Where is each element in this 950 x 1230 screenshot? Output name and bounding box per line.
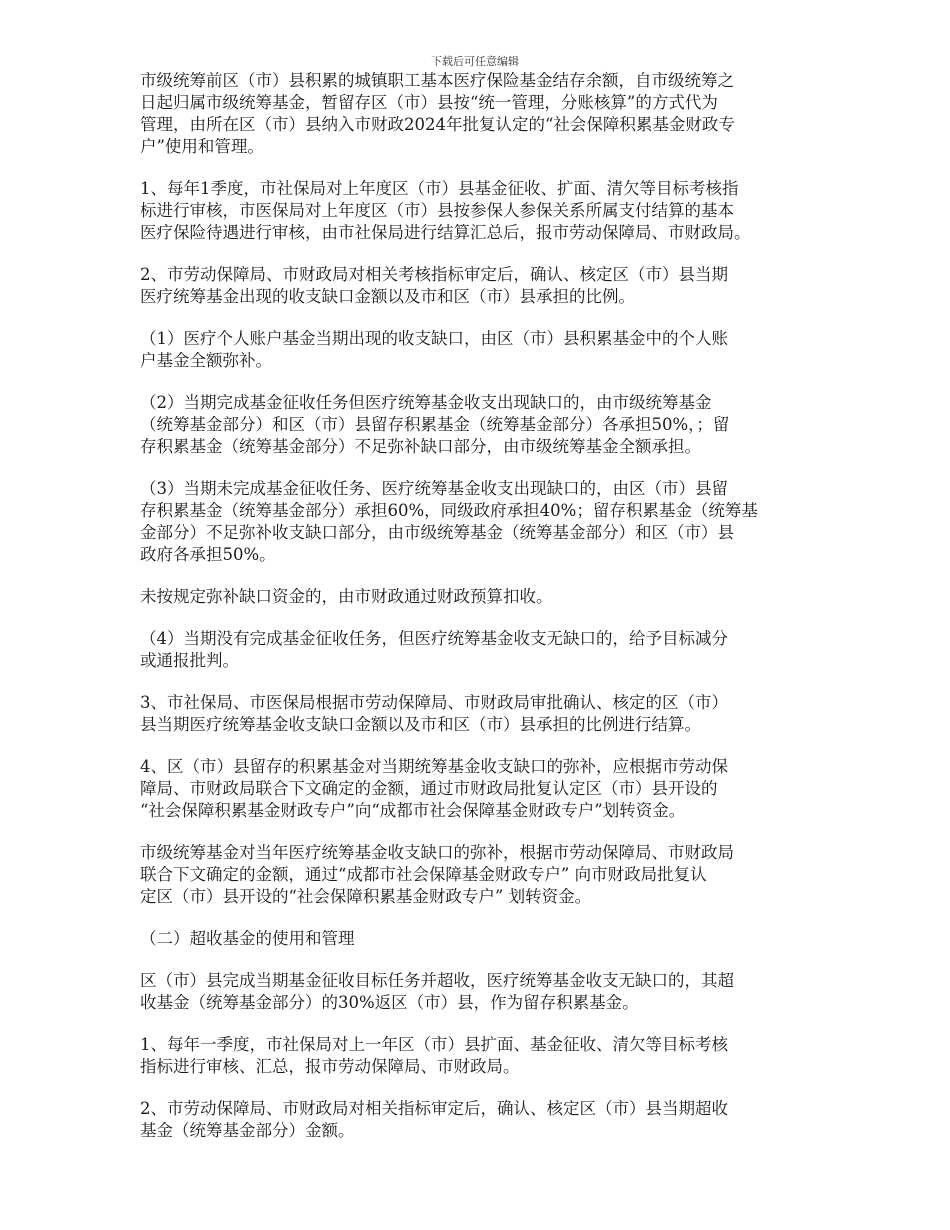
paragraph-4: （1）医疗个人账户基金当期出现的收支缺口，由区（市）县积累基金中的个人账 户基金全额弥补。	[140, 329, 728, 370]
paragraph-2: 1、每年1季度，市社保局对上年度区（市）县基金征收、扩面、清欠等目标考核指 标进行审核，市医保局对上年度区（市）县按参保人参保关系所属支付结算的基本 医疗保险待遇进行审核，由市社保局进行结算汇总后，报市劳动保障局、市财政局。	[140, 179, 751, 242]
paragraph-14: 1、每年一季度，市社保局对上一年区（市）县扩面、基金征收、清欠等目标考核 指标进行审核、汇总，报市劳动保障局、市财政局。	[140, 1035, 728, 1076]
paragraph-6: （3）当期未完成基金征收任务、医疗统筹基金收支出现缺口的，由区（市）县留 存积累基金（统筹基金部分）承担60%，同级政府承担40%；留存积累基金（统筹基 金部分）不足弥补收支缺口部分，由市级统筹基金（统筹基金部分）和区（市）县 政府各承担50%。	[140, 479, 758, 564]
paragraph-3: 2、市劳动保障局、市财政局对相关考核指标审定后，确认、核定区（市）县当期 医疗统筹基金出现的收支缺口金额以及市和区（市）县承担的比例。	[140, 265, 728, 306]
paragraph-1: 市级统筹前区（市）县积累的城镇职工基本医疗保险基金结存余额，自市级统筹之 日起归属市级统筹基金，暂留存区（市）县按“统一管理，分账核算”的方式代为 管理，由所在区（市）县纳入市财政2024年批复认定的“社会保障积累基金财政专 户”使用和管理。	[140, 71, 735, 156]
paragraph-15: 2、市劳动保障局、市财政局对相关指标审定后，确认、核定区（市）县当期超收 基金（统筹基金部分）金额。	[140, 1099, 728, 1140]
header-note: 下载后可任意编辑	[431, 55, 519, 68]
paragraph-10: 4、区（市）县留存的积累基金对当期统筹基金收支缺口的弥补，应根据市劳动保 障局、市财政局联合下文确定的金额，通过市财政局批复认定区（市）县开设的 “社会保障积累基金财政专户”向“成都市社会保障基金财政专户”划转资金。	[140, 757, 728, 820]
section-heading: （二）超收基金的使用和管理	[140, 929, 355, 948]
paragraph-8: （4）当期没有完成基金征收任务，但医疗统筹基金收支无缺口的，给予目标减分 或通报批判。	[140, 629, 728, 670]
document-body	[140, 70, 830, 1162]
paragraph-13: 区（市）县完成当期基金征收目标任务并超收，医疗统筹基金收支无缺口的，其超 收基金（统筹基金部分）的30%返区（市）县，作为留存积累基金。	[140, 971, 734, 1012]
paragraph-9: 3、市社保局、市医保局根据市劳动保障局、市财政局审批确认、核定的区（市） 县当期医疗统筹基金收支缺口金额以及市和区（市）县承担的比例进行结算。	[140, 693, 728, 734]
paragraph-5: （2）当期完成基金征收任务但医疗统筹基金收支出现缺口的，由市级统筹基金 （统筹基金部分）和区（市）县留存积累基金（统筹基金部分）各承担50%，；留 存积累基金（统筹基金部分）不足弥补缺口部分，由市级统筹基金全额承担。	[140, 393, 730, 456]
paragraph-7: 未按规定弥补缺口资金的，由市财政通过财政预算扣收。	[140, 587, 553, 606]
paragraph-11: 市级统筹基金对当年医疗统筹基金收支缺口的弥补，根据市劳动保障局、市财政局 联合下文确定的金额，通过“成都市社会保障基金财政专户” 向市财政局批复认 定区（市）县开设的“社会保障积累基金财政专户” 划转资金。	[140, 843, 734, 906]
